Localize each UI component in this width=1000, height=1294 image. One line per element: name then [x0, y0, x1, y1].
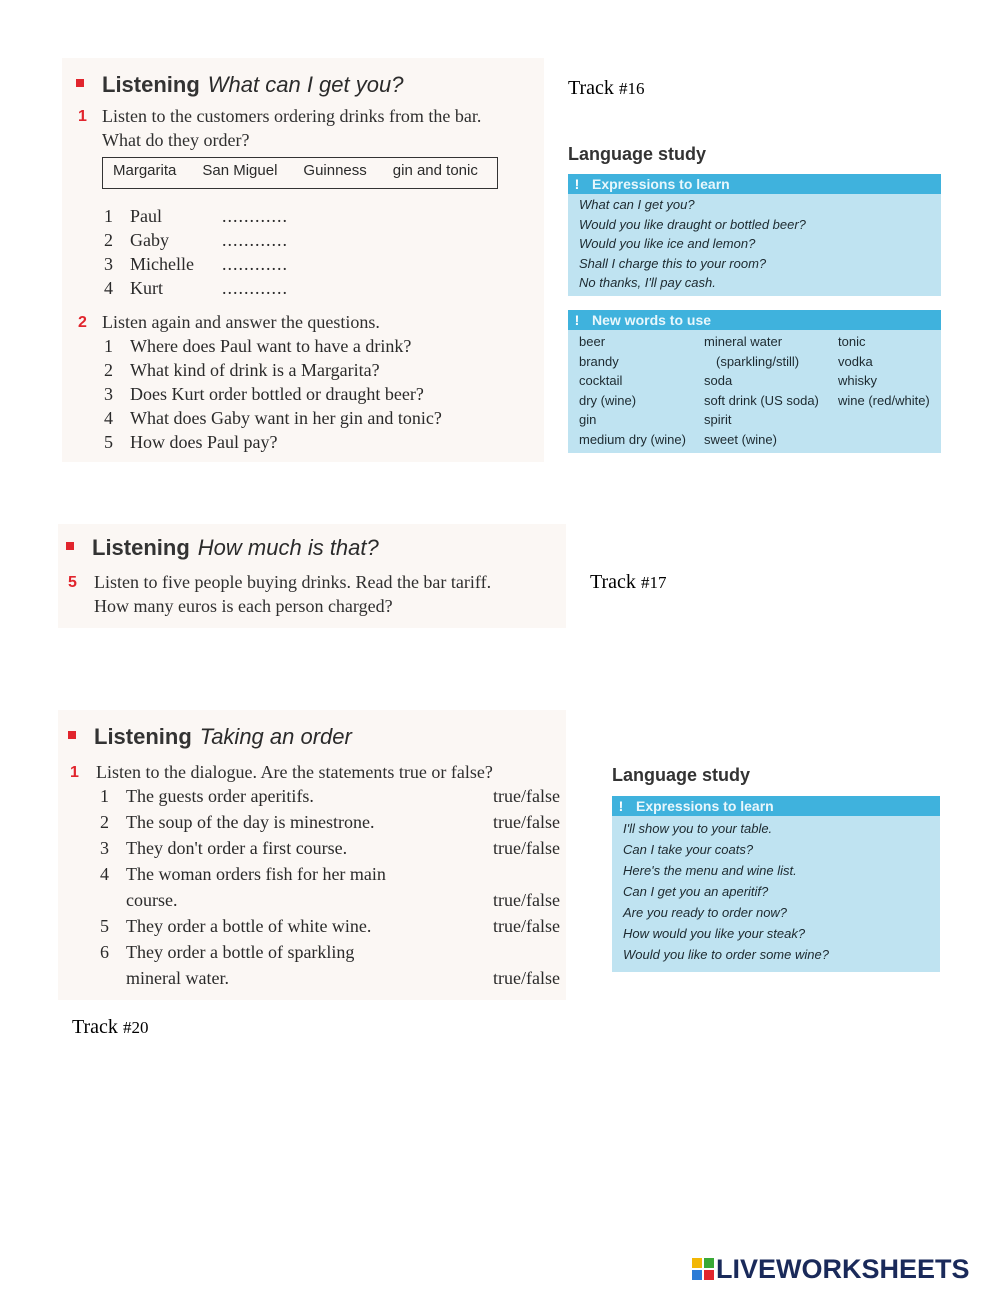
words-column: mineral water (sparkling/still) soda soft drink (US soda) spirit sweet (wine) [704, 334, 819, 447]
exercise-number: 5 [68, 574, 77, 591]
drink-word: Guinness [303, 162, 367, 179]
expression-line: Shall I charge this to your room? [579, 255, 767, 271]
liveworksheets-logo-icon [692, 1256, 714, 1278]
exclamation-icon: ! [618, 798, 624, 814]
person-row: 4 Kurt ............ [104, 278, 288, 298]
red-square-icon [66, 542, 74, 550]
section1-heading: Listening What can I get you? [76, 72, 403, 98]
drink-word: Margarita [113, 162, 177, 179]
expression-line: How would you like your steak? [623, 926, 806, 941]
true-false-answer[interactable]: true/false [493, 786, 560, 806]
exclamation-icon: ! [574, 312, 580, 328]
liveworksheets-logo[interactable]: LIVEWORKSHEETS [692, 1254, 970, 1285]
person-row: 2 Gaby ............ [104, 230, 288, 250]
expression-line: What can I get you? [579, 197, 695, 212]
new-words-header: ! New words to use [568, 310, 941, 330]
expression-line: Can I get you an aperitif? [623, 884, 769, 899]
section3-heading: Listening Taking an order [68, 724, 352, 750]
statement-row-continued: course. true/false [126, 890, 560, 910]
expression-line: I'll show you to your table. [623, 821, 773, 836]
statement-row: 3 They don't order a first course. true/false [100, 838, 560, 858]
statement-row: 6 They order a bottle of sparkling [100, 942, 355, 962]
expressions-header: ! Expressions to learn [612, 796, 940, 816]
question-row: 5 How does Paul pay? [104, 432, 278, 452]
expressions-header: ! Expressions to learn [568, 174, 941, 194]
language-study-title: Language study [568, 144, 707, 164]
answer-blank[interactable]: ............ [222, 230, 288, 250]
exercise-number: 1 [78, 108, 87, 125]
answer-blank[interactable]: ............ [222, 254, 288, 274]
section2-heading: Listening How much is that? [66, 535, 379, 561]
expression-line: No thanks, I'll pay cash. [579, 275, 716, 290]
exercise-instruction: Listen to five people buying drinks. Read the bar tariff. How many euros is each person charged? [94, 572, 492, 616]
question-row: 2 What kind of drink is a Margarita? [104, 360, 380, 380]
drink-word: gin and tonic [392, 162, 478, 179]
expression-line: Would you like ice and lemon? [579, 236, 756, 251]
drinks-word-box [102, 157, 498, 189]
question-row: 4 What does Gaby want in her gin and tonic? [104, 408, 442, 428]
statement-row: 5 They order a bottle of white wine. true/false [100, 916, 560, 936]
exercise-number: 2 [78, 314, 87, 331]
statement-row: 2 The soup of the day is minestrone. true/false [100, 812, 560, 832]
expression-line: Can I take your coats? [623, 842, 754, 857]
expression-line: Would you like to order some wine? [623, 947, 829, 962]
statement-row: 1 The guests order aperitifs. true/false [100, 786, 560, 806]
question-row: 3 Does Kurt order bottled or draught beer? [104, 384, 424, 404]
true-false-answer[interactable]: true/false [493, 968, 560, 988]
expressions-panel [568, 174, 941, 296]
exercise-instruction: Listen to the dialogue. Are the statements true or false? [96, 762, 493, 782]
true-false-answer[interactable]: true/false [493, 890, 560, 910]
words-column: tonic vodka whisky wine (red/white) [838, 334, 930, 408]
language-study-title: Language study [612, 765, 751, 785]
exercise-instruction: Listen to the customers ordering drinks from the bar. What do they order? [102, 106, 482, 150]
expression-line: Are you ready to order now? [623, 905, 788, 920]
expressions-panel [612, 796, 940, 972]
question-row: 1 Where does Paul want to have a drink? [104, 336, 412, 356]
red-square-icon [76, 79, 84, 87]
person-row: 3 Michelle ............ [104, 254, 288, 274]
expression-line: Here's the menu and wine list. [623, 863, 797, 878]
exercise-number: 1 [70, 764, 79, 781]
drink-word: San Miguel [202, 162, 278, 179]
exercise-instruction: Listen again and answer the questions. [102, 312, 380, 332]
true-false-answer[interactable]: true/false [493, 916, 560, 936]
true-false-answer[interactable]: true/false [493, 812, 560, 832]
track-label: Track #16 [568, 77, 645, 99]
new-words-panel [568, 310, 941, 453]
expression-line: Would you like draught or bottled beer? [579, 216, 806, 232]
statements-list [100, 786, 560, 996]
answer-blank[interactable]: ............ [222, 206, 288, 226]
person-row: 1 Paul ............ [104, 206, 288, 226]
statement-row-continued: mineral water. true/false [126, 968, 560, 988]
track-label: Track #20 [72, 1016, 149, 1038]
words-column: beer brandy cocktail dry (wine) gin medium dry (wine) [579, 334, 686, 447]
answer-blank[interactable]: ............ [222, 278, 288, 298]
exclamation-icon: ! [574, 176, 580, 192]
statement-row: 4 The woman orders fish for her main [100, 864, 386, 884]
track-label: Track #17 [590, 571, 667, 593]
true-false-answer[interactable]: true/false [493, 838, 560, 858]
red-square-icon [68, 731, 76, 739]
